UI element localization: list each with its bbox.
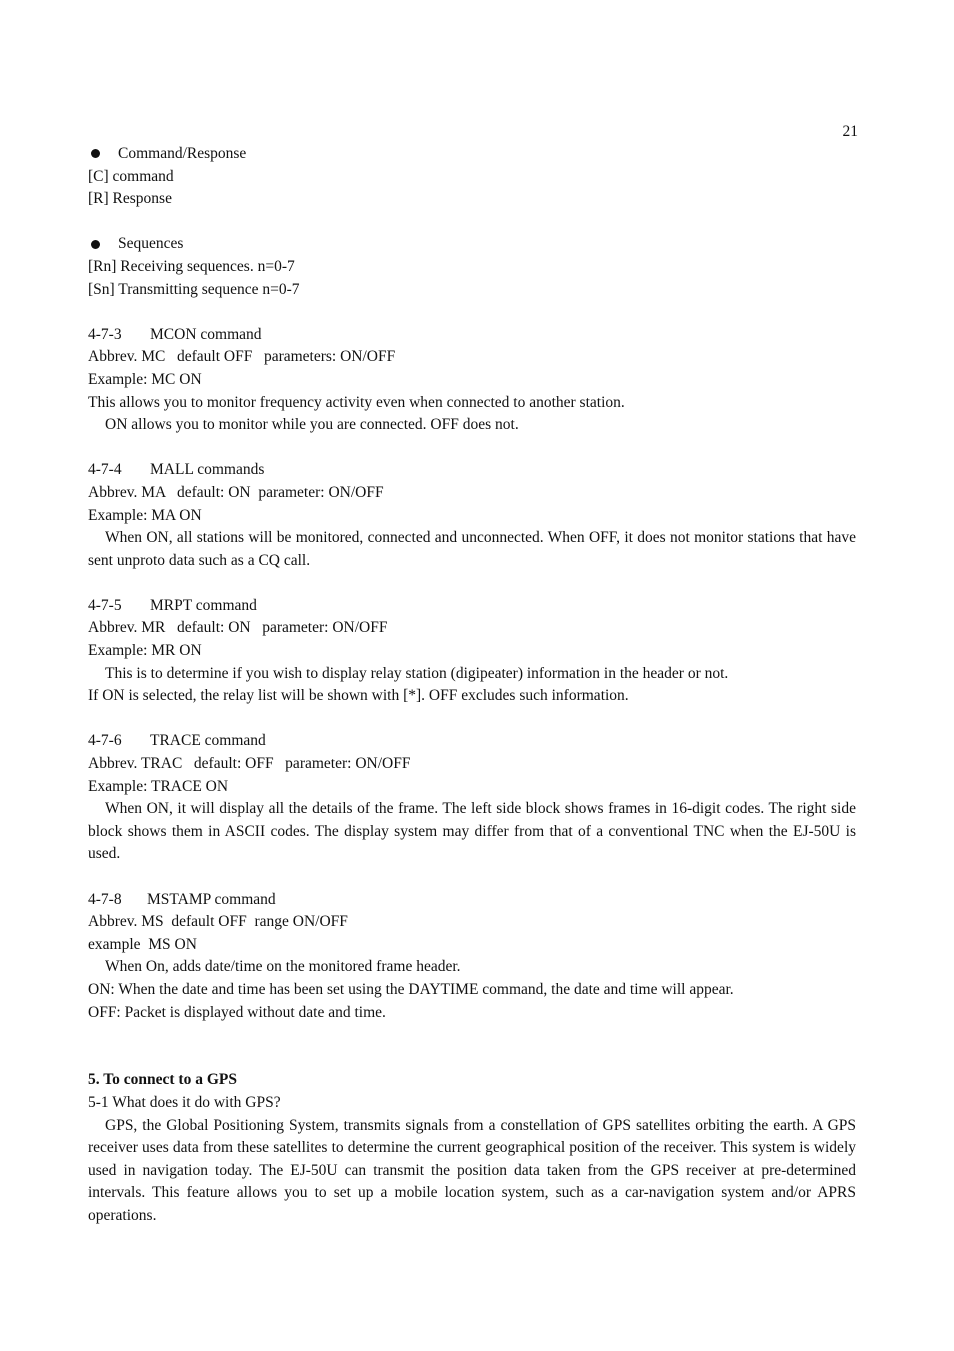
mstamp-heading <box>88 889 856 912</box>
mcon-abbrev: Abbrev. MC default OFF parameters: ON/OFF <box>88 348 396 366</box>
section-title: MCON command <box>150 325 262 343</box>
bullet-icon <box>91 149 100 158</box>
mcon-heading <box>88 324 856 347</box>
mall-abbrev: Abbrev. MA default: ON parameter: ON/OFF <box>88 483 384 501</box>
section-number: 4-7-8 <box>88 890 122 908</box>
mrpt-description: This is to determine if you wish to display relay station (digipeater) information in the header or not. <box>105 664 729 682</box>
mcon-description-2: ON allows you to monitor while you are connected. OFF does not. <box>105 416 519 434</box>
mall-description: When ON, all stations will be monitored, connected and unconnected. When OFF, it does not monitor stations that have sent unproto data such as a CQ call. <box>88 529 856 569</box>
document-body <box>88 143 856 1228</box>
trace-example: Example: TRACE ON <box>88 777 229 795</box>
trace-description: When ON, it will display all the details of the frame. The left side block shows frames in 16-digit codes. The right side block shows them in ASCII codes. The display system may differ from that of a conventional TNC when the EJ-50U is used. <box>88 800 856 863</box>
mstamp-abbrev: Abbrev. MS default OFF range ON/OFF <box>88 913 348 931</box>
mrpt-example: Example: MR ON <box>88 642 202 660</box>
mall-example: Example: MA ON <box>88 506 202 524</box>
mstamp-description-on: ON: When the date and time has been set using the DAYTIME command, the date and time will appear. <box>88 980 734 998</box>
response-item: [R] Response <box>88 190 172 208</box>
bullet-icon <box>91 240 100 249</box>
receiving-sequence-item: [Rn] Receiving sequences. n=0-7 <box>88 257 295 275</box>
mstamp-description: When On, adds date/time on the monitored frame header. <box>105 958 461 976</box>
section-title: MRPT command <box>150 596 257 614</box>
section-title: MALL commands <box>150 461 265 479</box>
section-title: TRACE command <box>150 732 266 750</box>
command-item: [C] command <box>88 167 174 185</box>
gps-subheading: 5-1 What does it do with GPS? <box>88 1093 281 1111</box>
gps-description: GPS, the Global Positioning System, transmits signals from a constellation of GPS satellites orbiting the earth. A GPS receiver uses data from these satellites to determine the current geographical position of the receiver. This system is widely used in navigation today. The EJ-50U can transmit the position data taken from the GPS receiver at pre-determined intervals. This feature allows you to set up a mobile location system, such as a car-navigation system and/or APRS operations. <box>88 1116 856 1224</box>
mall-heading <box>88 459 856 482</box>
gps-section-heading: 5. To connect to a GPS <box>88 1071 237 1089</box>
page-number: 21 <box>842 123 858 140</box>
mstamp-description-off: OFF: Packet is displayed without date and time. <box>88 1003 386 1021</box>
trace-abbrev: Abbrev. TRAC default: OFF parameter: ON/OFF <box>88 755 411 773</box>
sequences-heading: Sequences <box>88 233 856 256</box>
mrpt-description-2: If ON is selected, the relay list will be shown with [*]. OFF excludes such information. <box>88 687 629 705</box>
command-response-heading: Command/Response <box>88 143 856 166</box>
section-number: 4-7-4 <box>88 461 122 479</box>
mstamp-example: example MS ON <box>88 935 197 953</box>
trace-heading <box>88 730 856 753</box>
mcon-description: This allows you to monitor frequency activity even when connected to another station. <box>88 393 625 411</box>
mrpt-abbrev: Abbrev. MR default: ON parameter: ON/OFF <box>88 619 388 637</box>
mcon-example: Example: MC ON <box>88 370 202 388</box>
mrpt-heading <box>88 595 856 618</box>
section-number: 4-7-6 <box>88 732 122 750</box>
section-number: 4-7-5 <box>88 596 122 614</box>
transmitting-sequence-item: [Sn] Transmitting sequence n=0-7 <box>88 280 300 298</box>
section-title: MSTAMP command <box>147 890 276 908</box>
section-number: 4-7-3 <box>88 325 122 343</box>
